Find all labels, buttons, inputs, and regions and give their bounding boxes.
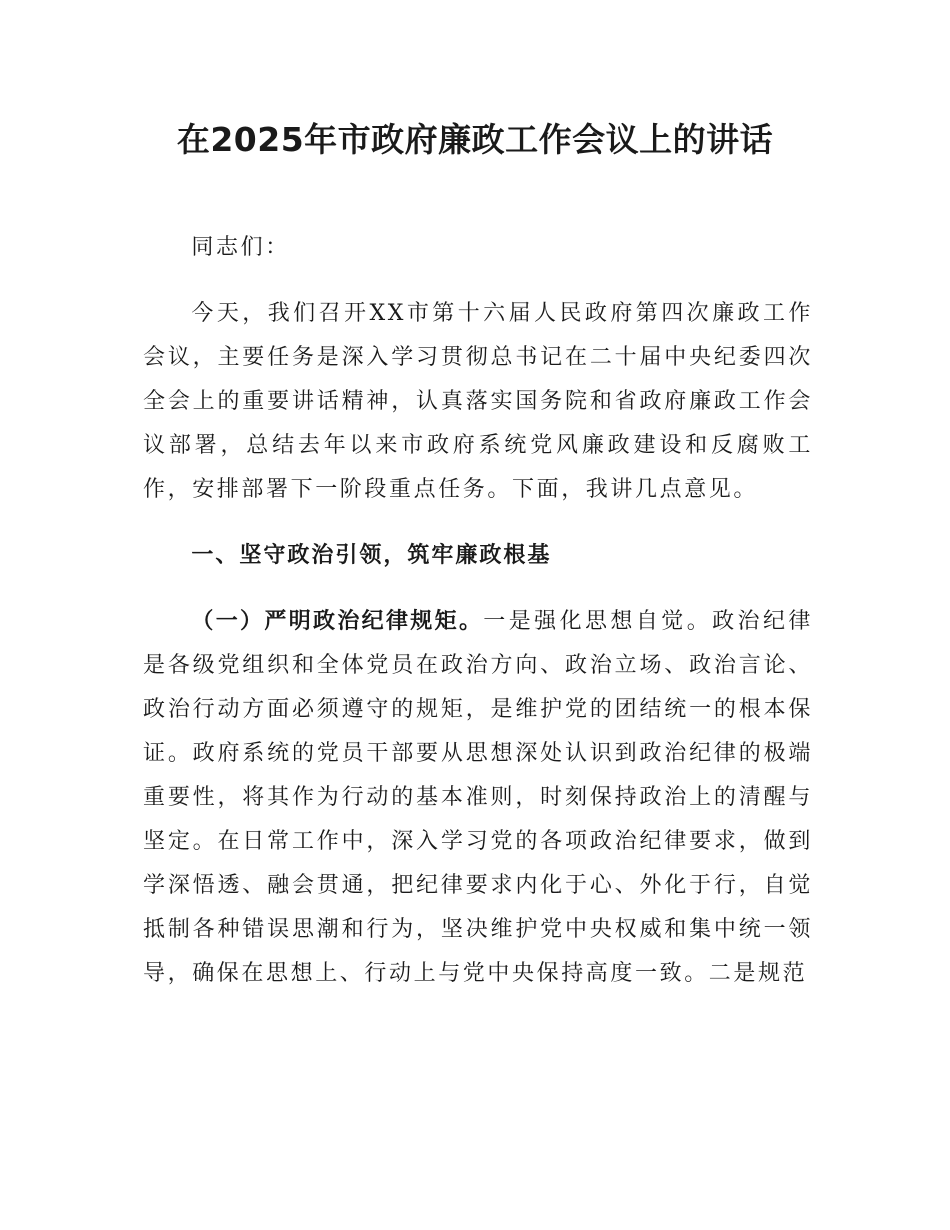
document-body: [143, 226, 813, 996]
intro-paragraph: 今天，我们召开XX市第十六届人民政府第四次廉政工作会议，主要任务是深入学习贯彻总书记在二十届中央纪委四次全会上的重要讲话精神，认真落实国务院和省政府廉政工作会议部署，总结去年以来市政府系统党风廉政建设和反腐败工作，安排部署下一阶段重点任务。下面，我讲几点意见。: [143, 301, 813, 502]
subsection-paragraph: [143, 600, 813, 996]
subsection-heading: （一）严明政治纪律规矩。: [191, 609, 484, 634]
document-title: 在2025年市政府廉政工作会议上的讲话: [176, 120, 774, 159]
subsection-text: 一是强化思想自觉。政治纪律是各级党组织和全体党员在政治方向、政治立场、政治言论、政治行动方面必须遵守的规矩，是维护党的团结统一的根本保证。政府系统的党员干部要从思想深处认识到政治纪律的极端重要性，将其作为行动的基本准则，时刻保持政治上的清醒与坚定。在日常工作中，深入学习党的各项政治纪律要求，做到学深悟透、融会贯通，把纪律要求内化于心、外化于行，自觉抵制各种错误思潮和行为，坚决维护党中央权威和集中统一领导，确保在思想上、行动上与党中央保持高度一致。二是规范: [143, 609, 813, 986]
salutation: 同志们：: [191, 235, 290, 260]
section-heading: 一、坚守政治引领，筑牢廉政根基: [191, 543, 552, 568]
